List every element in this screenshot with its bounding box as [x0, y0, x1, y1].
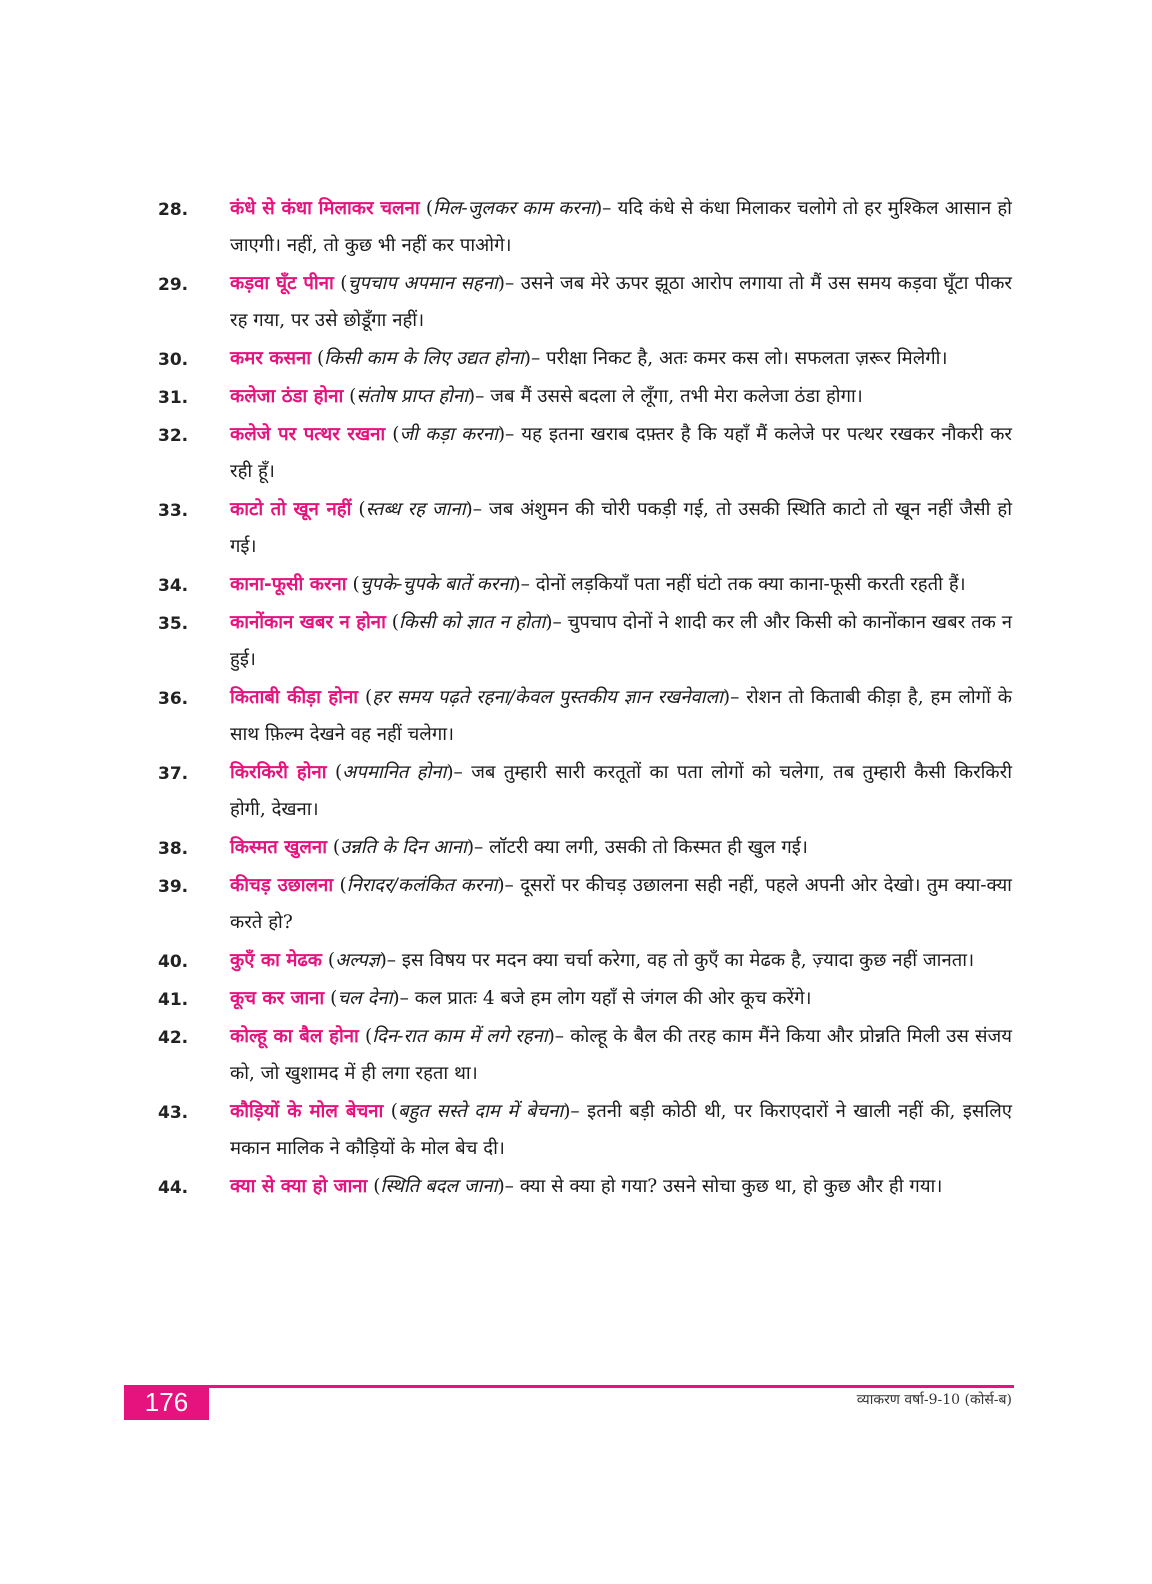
- idiom-entry-43: 43. कौड़ियों के मोल बेचना (बहुत सस्ते दाम में बेचना)– इतनी बड़ी कोठी थी, पर किराएदारों ने खाली नहीं की, इसलिए मकान मालिक ने कौड़ियों के मोल बेच दी।: [156, 1093, 1012, 1167]
- entry-number: 39.: [158, 877, 189, 897]
- entry-number: 44.: [158, 1178, 189, 1198]
- idiom-meaning: अपमानित होना: [342, 762, 447, 783]
- idiom-phrase: काना-फूसी करना: [230, 574, 347, 595]
- idiom-example: लॉटरी क्या लगी, उसकी तो किस्मत ही खुल गई।: [489, 837, 808, 858]
- entry-number: 28.: [158, 200, 189, 220]
- idiom-meaning: अल्पज्ञ: [335, 950, 380, 971]
- idiom-meaning: किसी काम के लिए उद्यत होना: [324, 348, 524, 369]
- idiom-meaning: चल देना: [337, 988, 393, 1009]
- idiom-entry-44: 44. क्या से क्या हो जाना (स्थिति बदल जाना)– क्या से क्या हो गया? उसने सोचा कुछ था, हो कुछ और ही गया।: [156, 1168, 1012, 1205]
- idiom-entry-33: 33. काटो तो खून नहीं (स्तब्ध रह जाना)– जब अंशुमन की चोरी पकड़ी गई, तो उसकी स्थिति काटो तो खून नहीं जैसी हो गई।: [156, 491, 1012, 565]
- idiom-entry-30: 30. कमर कसना (किसी काम के लिए उद्यत होना)– परीक्षा निकट है, अतः कमर कस लो। सफलता ज़रूर मिलेगी।: [156, 340, 1012, 377]
- idiom-phrase: काटो तो खून नहीं: [230, 499, 352, 520]
- idiom-example: रोशन तो किताबी कीड़ा है, हम लोगों के साथ फ़िल्म देखने वह नहीं चलेगा।: [230, 687, 1013, 745]
- entry-number: 38.: [158, 839, 189, 859]
- idiom-phrase: कूच कर जाना: [230, 988, 325, 1009]
- idiom-phrase: किरकिरी होना: [230, 762, 327, 783]
- entry-number: 36.: [158, 689, 189, 709]
- idiom-list: [156, 190, 1012, 1206]
- idiom-phrase: कलेजे पर पत्थर रखना: [230, 424, 386, 445]
- entry-number: 41.: [158, 990, 189, 1010]
- idiom-example: दूसरों पर कीचड़ उछालना सही नहीं, पहले अपनी ओर देखो। तुम क्या-क्या करते हो?: [230, 875, 1012, 933]
- idiom-phrase: कानोंकान खबर न होना: [230, 612, 386, 633]
- idiom-entry-42: 42. कोल्हू का बैल होना (दिन-रात काम में लगे रहना)– कोल्हू के बैल की तरह काम मैंने किया और प्रोन्नति मिली उस संजय को, जो खुशामद में ही लगा रहता था।: [156, 1018, 1012, 1092]
- entry-number: 37.: [158, 764, 189, 784]
- idiom-example: जब मैं उससे बदला ले लूँगा, तभी मेरा कलेजा ठंडा होगा।: [490, 386, 863, 407]
- idiom-example: कोल्हू के बैल की तरह काम मैंने किया और प्रोन्नति मिली उस संजय को, जो खुशामद में ही लगा रहता था।: [230, 1026, 1012, 1084]
- entry-number: 43.: [158, 1103, 189, 1123]
- idiom-entry-28: 28. कंधे से कंधा मिलाकर चलना (मिल-जुलकर काम करना)– यदि कंधे से कंधा मिलाकर चलोगे तो हर मुश्किल आसान हो जाएगी। नहीं, तो कुछ भी नहीं कर पाओगे।: [156, 190, 1012, 264]
- idiom-meaning: बहुत सस्ते दाम में बेचना: [398, 1101, 564, 1122]
- idiom-meaning: किसी को ज्ञात न होता: [398, 612, 546, 633]
- entry-number: 29.: [158, 275, 189, 295]
- idiom-example: जब तुम्हारी सारी करतूतों का पता लोगों को चलेगा, तब तुम्हारी कैसी किरकिरी होगी, देखना।: [230, 762, 1012, 820]
- entry-number: 40.: [158, 952, 189, 972]
- idiom-meaning: जी कड़ा करना: [399, 424, 498, 445]
- idiom-entry-41: 41. कूच कर जाना (चल देना)– कल प्रातः 4 बजे हम लोग यहाँ से जंगल की ओर कूच करेंगे।: [156, 980, 1012, 1017]
- idiom-entry-37: 37. किरकिरी होना (अपमानित होना)– जब तुम्हारी सारी करतूतों का पता लोगों को चलेगा, तब तुम्हारी कैसी किरकिरी होगी, देखना।: [156, 754, 1012, 828]
- idiom-phrase: कलेजा ठंडा होना: [230, 386, 344, 407]
- book-title: व्याकरण वर्षा-9-10 (कोर्स-ब): [856, 1392, 1012, 1408]
- idiom-example: जब अंशुमन की चोरी पकड़ी गई, तो उसकी स्थिति काटो तो खून नहीं जैसी हो गई।: [230, 499, 1012, 557]
- idiom-phrase: कुएँ का मेढक: [230, 950, 323, 971]
- entry-number: 35.: [158, 614, 189, 634]
- idiom-example: दोनों लड़कियाँ पता नहीं घंटो तक क्या काना-फूसी करती रहती हैं।: [535, 574, 966, 595]
- idiom-example: कल प्रातः 4 बजे हम लोग यहाँ से जंगल की ओर कूच करेंगे।: [414, 988, 812, 1009]
- idiom-phrase: कोल्हू का बैल होना: [230, 1026, 359, 1047]
- idiom-phrase: किताबी कीड़ा होना: [230, 687, 359, 708]
- idiom-example: इतनी बड़ी कोठी थी, पर किराएदारों ने खाली नहीं की, इसलिए मकान मालिक ने कौड़ियों के मोल बेच दी।: [230, 1101, 1012, 1159]
- idiom-phrase: कीचड़ उछालना: [230, 875, 334, 896]
- idiom-meaning: चुपचाप अपमान सहना: [347, 273, 498, 294]
- idiom-meaning: स्तब्ध रह जाना: [365, 499, 466, 520]
- entry-number: 31.: [158, 388, 189, 408]
- idiom-example: उसने जब मेरे ऊपर झूठा आरोप लगाया तो मैं उस समय कड़वा घूँटा पीकर रह गया, पर उसे छोडूँगा नहीं।: [230, 273, 1012, 331]
- idiom-phrase: क्या से क्या हो जाना: [230, 1176, 368, 1197]
- idiom-entry-35: 35. कानोंकान खबर न होना (किसी को ज्ञात न होता)– चुपचाप दोनों ने शादी कर ली और किसी को कानोंकान खबर तक न हुई।: [156, 604, 1012, 678]
- idiom-phrase: कड़वा घूँट पीना: [230, 273, 334, 294]
- entry-number: 30.: [158, 350, 189, 370]
- idiom-example: यदि कंधे से कंधा मिलाकर चलोगे तो हर मुश्किल आसान हो जाएगी। नहीं, तो कुछ भी नहीं कर पाओगे।: [230, 198, 1012, 256]
- idiom-meaning: मिल-जुलकर काम करना: [433, 198, 595, 219]
- idiom-entry-34: 34. काना-फूसी करना (चुपके-चुपके बातें करना)– दोनों लड़कियाँ पता नहीं घंटो तक क्या काना-फूसी करती रहती हैं।: [156, 566, 1012, 603]
- footer-divider: [124, 1385, 1014, 1388]
- idiom-entry-39: 39. कीचड़ उछालना (निरादर/कलंकित करना)– दूसरों पर कीचड़ उछालना सही नहीं, पहले अपनी ओर देखो। तुम क्या-क्या करते हो?: [156, 867, 1012, 941]
- idiom-example: क्या से क्या हो गया? उसने सोचा कुछ था, हो कुछ और ही गया।: [519, 1176, 943, 1197]
- idiom-phrase: किस्मत खुलना: [230, 837, 327, 858]
- idiom-entry-38: 38. किस्मत खुलना (उन्नति के दिन आना)– लॉटरी क्या लगी, उसकी तो किस्मत ही खुल गई।: [156, 829, 1012, 866]
- idiom-entry-31: 31. कलेजा ठंडा होना (संतोष प्राप्त होना)– जब मैं उससे बदला ले लूँगा, तभी मेरा कलेजा ठंडा होगा।: [156, 378, 1012, 415]
- idiom-meaning: हर समय पढ़ते रहना/केवल पुस्तकीय ज्ञान रखनेवाला: [372, 687, 723, 708]
- idiom-meaning: दिन-रात काम में लगे रहना: [372, 1026, 548, 1047]
- entry-number: 32.: [158, 426, 189, 446]
- idiom-entry-36: 36. किताबी कीड़ा होना (हर समय पढ़ते रहना/केवल पुस्तकीय ज्ञान रखनेवाला)– रोशन तो किताबी कीड़ा है, हम लोगों के साथ फ़िल्म देखने वह नहीं चलेगा।: [156, 679, 1012, 753]
- idiom-example: परीक्षा निकट है, अतः कमर कस लो। सफलता ज़रूर मिलेगी।: [546, 348, 948, 369]
- idiom-example: चुपचाप दोनों ने शादी कर ली और किसी को कानोंकान खबर तक न हुई।: [230, 612, 1012, 670]
- idiom-entry-29: 29. कड़वा घूँट पीना (चुपचाप अपमान सहना)– उसने जब मेरे ऊपर झूठा आरोप लगाया तो मैं उस समय कड़वा घूँटा पीकर रह गया, पर उसे छोडूँगा नहीं।: [156, 265, 1012, 339]
- idiom-phrase: कंधे से कंधा मिलाकर चलना: [230, 198, 420, 219]
- idiom-meaning: निरादर/कलंकित करना: [346, 875, 498, 896]
- entry-number: 34.: [158, 576, 189, 596]
- idiom-meaning: संतोष प्राप्त होना: [356, 386, 468, 407]
- idiom-phrase: कमर कसना: [230, 348, 312, 369]
- page-number: 176: [124, 1385, 209, 1420]
- entry-number: 42.: [158, 1028, 189, 1048]
- idiom-entry-32: 32. कलेजे पर पत्थर रखना (जी कड़ा करना)– यह इतना खराब दफ़्तर है कि यहाँ मैं कलेजे पर पत्थर रखकर नौकरी कर रही हूँ।: [156, 416, 1012, 490]
- idiom-entry-40: 40. कुएँ का मेढक (अल्पज्ञ)– इस विषय पर मदन क्या चर्चा करेगा, वह तो कुएँ का मेढक है, ज़्यादा कुछ नहीं जानता।: [156, 942, 1012, 979]
- idiom-meaning: स्थिति बदल जाना: [380, 1176, 498, 1197]
- entry-number: 33.: [158, 501, 189, 521]
- idiom-phrase: कौड़ियों के मोल बेचना: [230, 1101, 384, 1122]
- idiom-example: यह इतना खराब दफ़्तर है कि यहाँ मैं कलेजे पर पत्थर रखकर नौकरी कर रही हूँ।: [230, 424, 1012, 482]
- idiom-meaning: चुपके-चुपके बातें करना: [359, 574, 514, 595]
- idiom-example: इस विषय पर मदन क्या चर्चा करेगा, वह तो कुएँ का मेढक है, ज़्यादा कुछ नहीं जानता।: [401, 950, 975, 971]
- idiom-meaning: उन्नति के दिन आना: [340, 837, 467, 858]
